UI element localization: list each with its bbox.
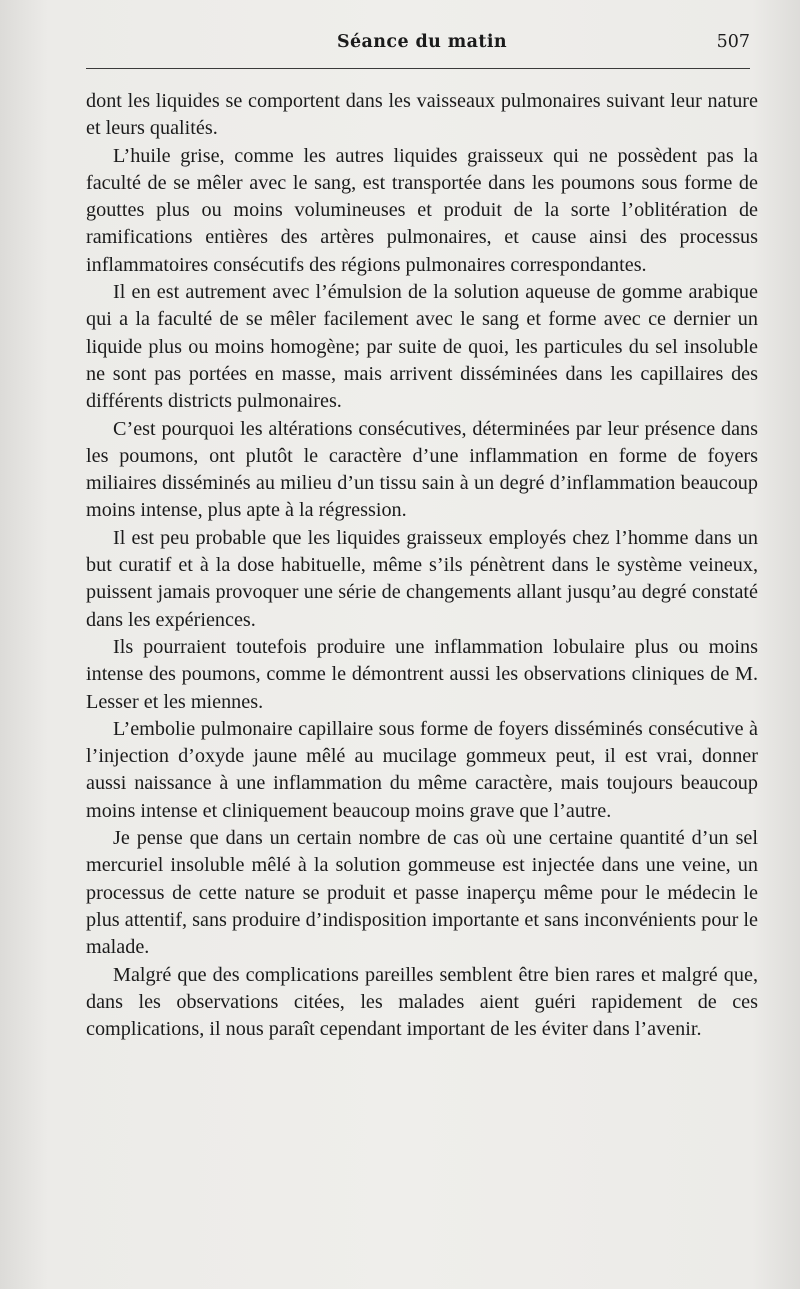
paragraph-sel-mercuriel: Je pense que dans un certain nombre de cas où une certaine quantité d’un sel mercuriel insoluble mêlé à la solution gommeuse est injectée dans une veine, un processus de cette nature se produit et passe inaperçu même pour le médecin le plus attentif, sans produire d’indisposition importante et sans inconvénients pour le malade. [86,827,758,959]
paragraph-embolie: L’embolie pulmonaire capillaire sous forme de foyers disséminés consécutive à l’injection d’oxyde jaune mêlé au mucilage gommeux peut, il est vrai, donner aussi naissance à une inflammation du même caractère, mais toujours beaucoup moins intense et cliniquement beaucoup moins grave que l’autre. [86,717,758,822]
running-title: Séance du matin [336,32,508,52]
paragraph-continuation: dont les liquides se comportent dans les vaisseaux pulmonaires suivant leur nature et leurs qualités. [86,90,758,140]
header-rule [86,68,750,69]
page-header [86,30,758,60]
body-text [86,88,758,1043]
paragraph-alterations: C’est pourquoi les altérations consécutives, déterminées par leur présence dans les poumons, ont plutôt le caractère d’une inflammation en forme de foyers miliaires disséminés au milieu d’un tissu sain à un degré d’inflammation beaucoup moins intense, plus apte à la régression. [86,417,758,522]
paragraph-huile-grise: L’huile grise, comme les autres liquides graisseux qui ne possèdent pas la faculté de se mêler avec le sang, est transportée dans les poumons sous forme de gouttes plus ou moins volumineuses et produit de la sorte l’oblitération de ramifications entières des artères pulmonaires, et cause ainsi des processus inflammatoires consécutifs des régions pulmonaires correspondantes. [86,144,758,276]
paragraph-liquides-graisseux: Il est peu probable que les liquides graisseux employés chez l’homme dans un but curatif et à la dose habituelle, même s’ils pénètrent dans le système veineux, puissent jamais provoquer une série de changements allant jusqu’au degré constaté dans les expériences. [86,526,758,631]
page-number: 507 [716,32,750,52]
paragraph-emulsion: Il en est autrement avec l’émulsion de la solution aqueuse de gomme arabique qui a la faculté de se mêler facilement avec le sang et forme avec ce dernier un liquide plus ou moins homogène; par suite de quoi, les particules du sel insoluble ne sont pas portées en masse, mais arrivent disséminées dans les capillaires des différents districts pulmonaires. [86,281,758,413]
paragraph-inflammation-lobulaire: Ils pourraient toutefois produire une inflammation lobulaire plus ou moins intense des poumons, comme le démontrent aussi les observations cliniques de M. Lesser et les miennes. [86,635,758,713]
paragraph-complications: Malgré que des complications pareilles semblent être bien rares et malgré que, dans les observations citées, les malades aient guéri rapidement de ces complications, il nous paraît cependant important de les éviter dans l’avenir. [86,963,758,1041]
